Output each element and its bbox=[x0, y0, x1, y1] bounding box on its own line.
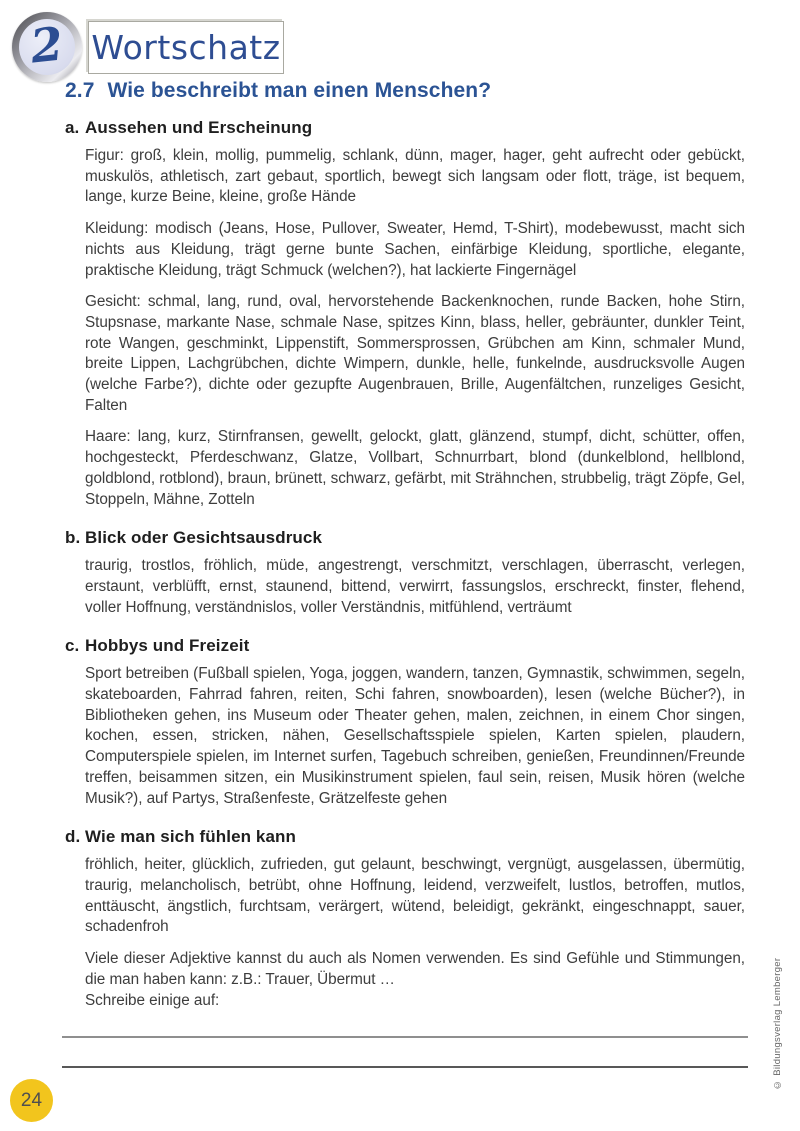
page-number-badge bbox=[10, 1079, 53, 1122]
subsection-a-heading bbox=[65, 118, 749, 138]
subsection-c-title: Hobbys und Freizeit bbox=[85, 636, 250, 656]
vocab-paragraph-hobbys: Sport betreiben (Fußball spielen, Yoga, joggen, wandern, tanzen, Gymnastik, schwimmen, segeln, skateboarden, Fahrrad fahren, reiten, Schi fahren, snowboarden), lesen (welche Bücher?), in Bibliotheken gehen, ins Museum oder Theater gehen, malen, zeichnen, in einem Chor singen, kochen, essen, stricken, nähen, Gesellschaftsspiele spielen, Karten spielen, plaudern, Computerspiele spielen, im Internet surfen, Tagebuch schreiben, genießen, Freundinnen/Freunde treffen, beisammen sitzen, ein Musikinstrument spielen, faul sein, reisen, Musik hören (welche Musik?), auf Partys, Straßenfeste, Grätzelfeste gehen bbox=[85, 665, 745, 807]
publisher-copyright: © Bildungsverlag Lemberger bbox=[772, 957, 783, 1090]
subsection-d-heading bbox=[65, 827, 749, 847]
unit-number: 2 bbox=[28, 16, 66, 74]
subsection-d-title: Wie man sich fühlen kann bbox=[85, 827, 297, 847]
unit-number-badge bbox=[12, 12, 82, 82]
subsection-d-letter: d. bbox=[65, 827, 81, 847]
subsection-c bbox=[65, 636, 749, 809]
vocab-paragraph-gesicht: Gesicht: schmal, lang, rund, oval, hervorstehende Backenknochen, runde Backen, hohe Stirn, Stupsnase, markante Nase, schmale Nase, spitzes Kinn, blass, heller, gebräunter, dunkler Teint, rote Wangen, geschminkt, Lippenstift, Sommersprossen, Grübchen am Kinn, schmaler Mund, breite Lippen, Lachgrübchen, dichte Wimpern, dunkle, helle, funkelnde, ausdrucksvolle Augen (welche Farbe?), dichte oder gezupfte Augenbrauen, Brille, Augenfältchen, runzeliges Gesicht, Falten bbox=[85, 293, 745, 414]
page-content bbox=[65, 118, 749, 1011]
subsection-a bbox=[65, 118, 749, 510]
subsection-b-letter: b. bbox=[65, 528, 81, 548]
vocab-paragraph-gefuehle: fröhlich, heiter, glücklich, zufrieden, gut gelaunt, beschwingt, vergnügt, ausgelassen, übermütig, traurig, melancholisch, betrübt, ohne Hoffnung, leidend, verzweifelt, lustlos, betroffen, mutlos, enttäuscht, ängstlich, furchtsam, verärgert, wütend, beleidigt, gekränkt, eingeschnappt, sauer, schadenfroh bbox=[85, 856, 745, 936]
subsection-c-letter: c. bbox=[65, 636, 80, 656]
answer-line-1 bbox=[62, 1036, 748, 1038]
note-paragraph: Viele dieser Adjektive kannst du auch als Nomen verwenden. Es sind Gefühle und Stimmungen, die man haben kann: z.B.: Trauer, Übermut … bbox=[85, 950, 745, 988]
vocab-paragraph-figur: Figur: groß, klein, mollig, pummelig, schlank, dünn, mager, hager, geht aufrecht oder gebückt, muskulös, athletisch, zart gebaut, sportlich, bewegt sich langsam oder flott, träge, ist bequem, lange, kurze Beine, kleine, große Hände bbox=[85, 147, 745, 206]
subsection-b bbox=[65, 528, 749, 618]
subsection-a-title: Aussehen und Erscheinung bbox=[85, 118, 313, 137]
answer-line-2 bbox=[62, 1066, 748, 1068]
subsection-c-heading bbox=[65, 636, 749, 656]
instruction-paragraph: Schreibe einige auf: bbox=[85, 991, 220, 1009]
page-number: 24 bbox=[20, 1089, 43, 1111]
chapter-title: Wortschatz bbox=[91, 28, 281, 67]
chapter-title-box bbox=[88, 21, 284, 74]
section-heading bbox=[65, 79, 491, 103]
vocab-paragraph-kleidung: Kleidung: modisch (Jeans, Hose, Pullover, Sweater, Hemd, T-Shirt), modebewusst, macht sich nichts aus Kleidung, trägt gerne bunte Sachen, einfärbige Kleidung, sportliche, elegante, praktische Kleidung, trägt Schmuck (welchen?), hat lackierte Fingernägel bbox=[85, 220, 745, 279]
subsection-b-heading bbox=[65, 528, 749, 548]
unit-number-badge-inner bbox=[19, 16, 75, 75]
vocab-paragraph-haare: Haare: lang, kurz, Stirnfransen, gewellt, gelockt, glatt, glänzend, stumpf, dicht, schütter, offen, hochgesteckt, Pferdeschwanz, Glatze, Vollbart, Schnurrbart, blond (dunkelblond, hellblond, goldblond, rotblond), braun, brünett, schwarz, gefärbt, mit Strähnchen, strubbelig, trägt Zöpfe, Gel, Stoppeln, Mähne, Zotteln bbox=[85, 428, 745, 508]
section-number: 2.7 bbox=[65, 79, 95, 102]
subsection-a-letter: a. bbox=[65, 118, 80, 137]
vocab-paragraph-blick: traurig, trostlos, fröhlich, müde, angestrengt, verschmitzt, verschlagen, überrascht, verlegen, erstaunt, verblüfft, ernst, staunend, bittend, verwirrt, fassungslos, erschreckt, finster, flehend, voller Hoffnung, verständnislos, voller Verständnis, mitfühlend, verträumt bbox=[85, 557, 745, 616]
section-title: Wie beschreibt man einen Menschen? bbox=[107, 79, 492, 102]
subsection-b-title: Blick oder Gesichtsausdruck bbox=[85, 528, 323, 548]
subsection-d bbox=[65, 827, 749, 1011]
